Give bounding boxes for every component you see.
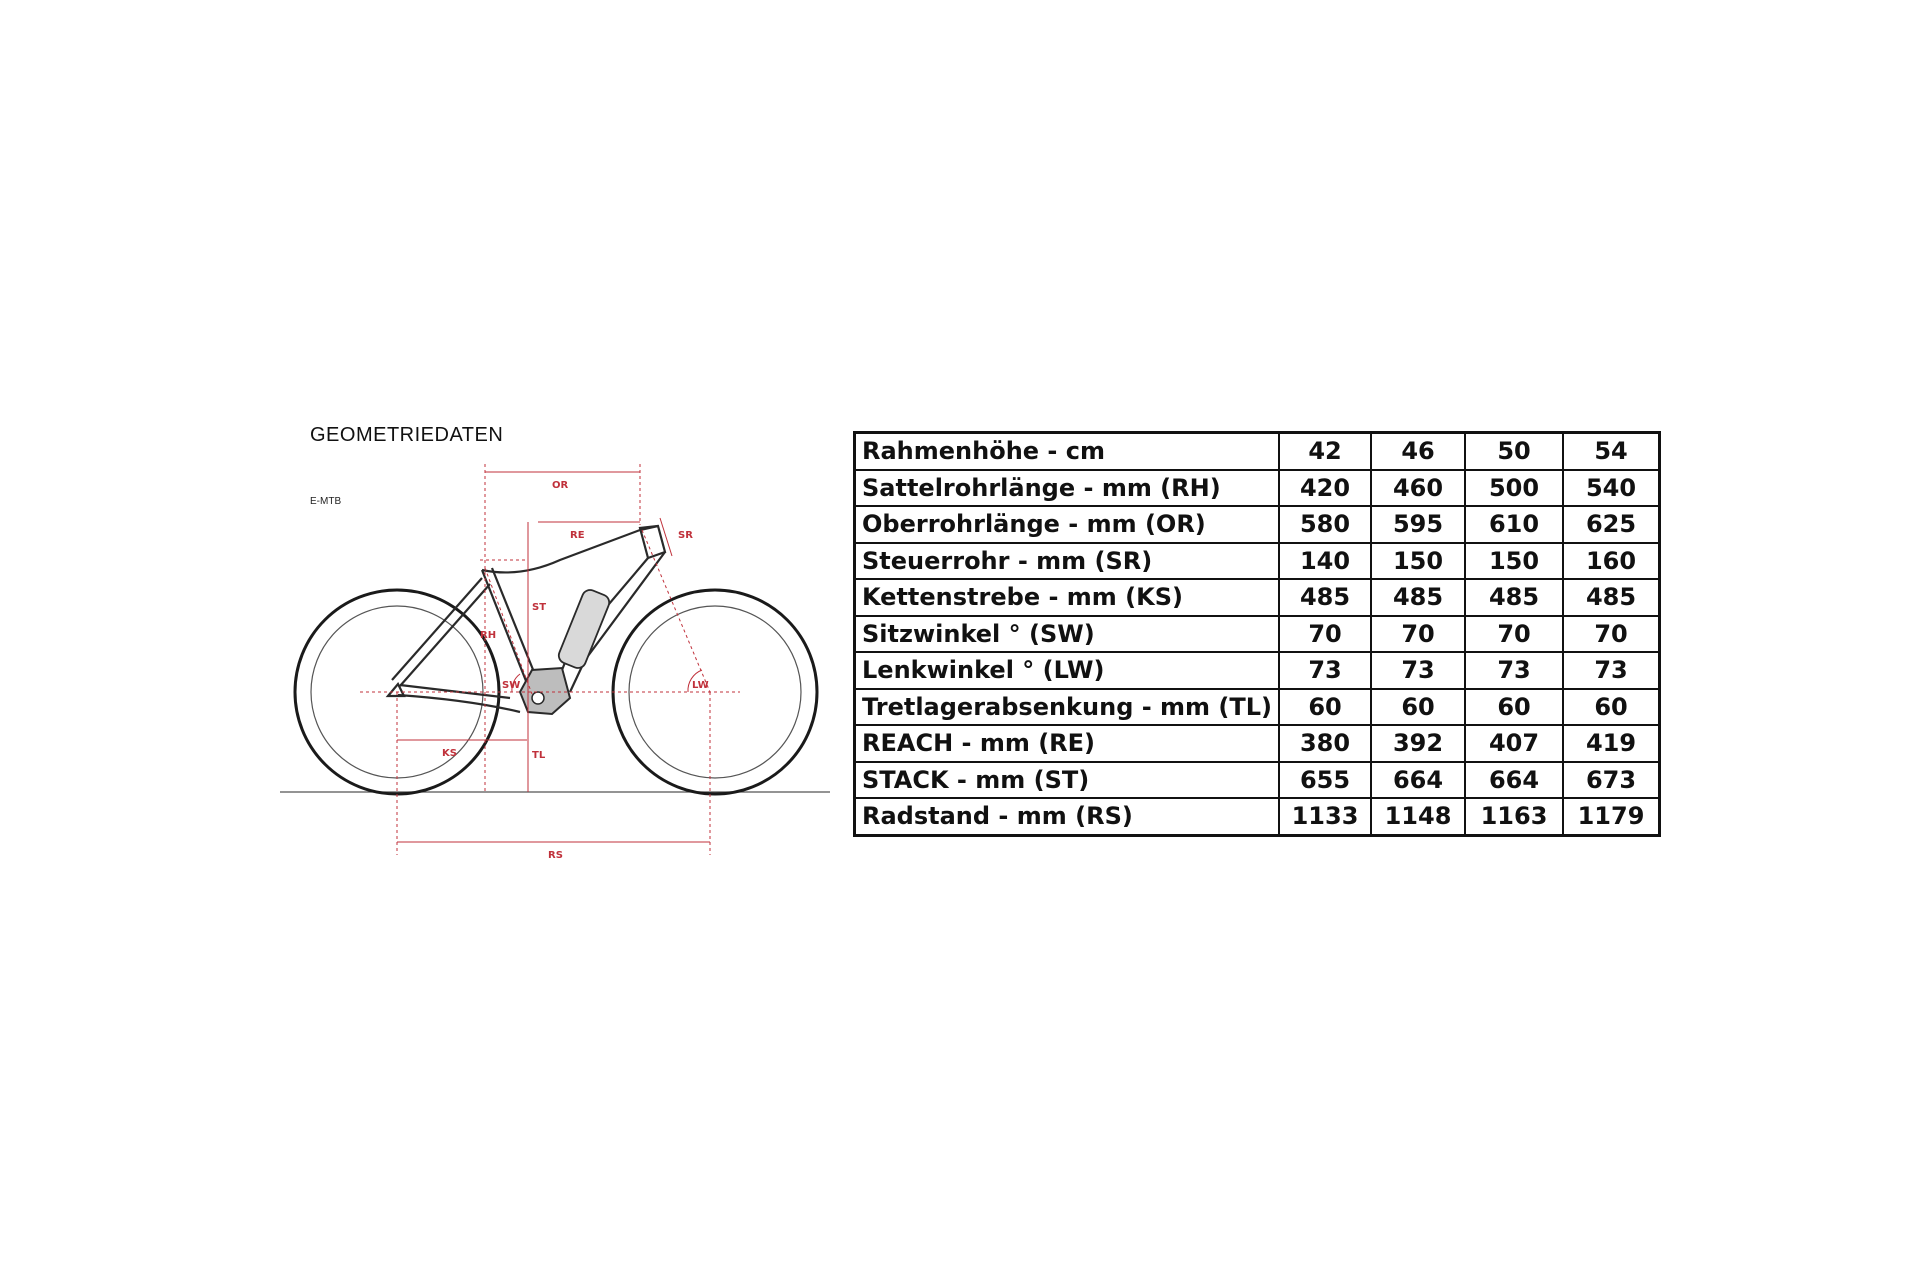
- cell-value: 140: [1279, 543, 1371, 580]
- cell-value: 664: [1371, 762, 1465, 799]
- size-header: 46: [1371, 433, 1465, 470]
- cell-value: 540: [1563, 470, 1660, 507]
- bike-frame: [388, 526, 665, 714]
- cell-value: 70: [1371, 616, 1465, 653]
- table-row: [855, 543, 1660, 580]
- table-row: [855, 506, 1660, 543]
- table-row: [855, 725, 1660, 762]
- cell-value: 664: [1465, 762, 1563, 799]
- cell-value: 655: [1279, 762, 1371, 799]
- dim-label-st: ST: [532, 602, 547, 613]
- cell-value: 73: [1563, 652, 1660, 689]
- dim-label-rs: RS: [548, 850, 563, 861]
- cell-value: 625: [1563, 506, 1660, 543]
- size-header: 54: [1563, 433, 1660, 470]
- cell-value: 1163: [1465, 798, 1563, 835]
- cell-value: 73: [1279, 652, 1371, 689]
- geometry-table: [853, 431, 1661, 837]
- dim-label-re: RE: [570, 530, 585, 541]
- table-row: [855, 798, 1660, 835]
- cell-value: 610: [1465, 506, 1563, 543]
- row-label: Sitzwinkel ° (SW): [855, 616, 1280, 653]
- cell-value: 407: [1465, 725, 1563, 762]
- cell-value: 485: [1465, 579, 1563, 616]
- cell-value: 500: [1465, 470, 1563, 507]
- row-label: Tretlagerabsenkung - mm (TL): [855, 689, 1280, 726]
- row-label: Lenkwinkel ° (LW): [855, 652, 1280, 689]
- page-title: GEOMETRIEDATEN: [310, 424, 504, 446]
- cell-value: 70: [1279, 616, 1371, 653]
- cell-value: 420: [1279, 470, 1371, 507]
- dim-label-or: OR: [552, 480, 569, 491]
- size-header: 50: [1465, 433, 1563, 470]
- dimension-lines: [360, 464, 740, 855]
- cell-value: 60: [1465, 689, 1563, 726]
- table-row: [855, 470, 1660, 507]
- row-label: Radstand - mm (RS): [855, 798, 1280, 835]
- cell-value: 673: [1563, 762, 1660, 799]
- cell-value: 1179: [1563, 798, 1660, 835]
- row-label: REACH - mm (RE): [855, 725, 1280, 762]
- dim-label-rh: RH: [480, 630, 497, 641]
- cell-value: 460: [1371, 470, 1465, 507]
- cell-value: 60: [1371, 689, 1465, 726]
- cell-value: 419: [1563, 725, 1660, 762]
- cell-value: 1148: [1371, 798, 1465, 835]
- cell-value: 380: [1279, 725, 1371, 762]
- table-row: [855, 579, 1660, 616]
- row-label: Oberrohrlänge - mm (OR): [855, 506, 1280, 543]
- size-header: 42: [1279, 433, 1371, 470]
- cell-value: 70: [1465, 616, 1563, 653]
- cell-value: 150: [1371, 543, 1465, 580]
- row-label: Kettenstrebe - mm (KS): [855, 579, 1280, 616]
- row-label: Steuerrohr - mm (SR): [855, 543, 1280, 580]
- cell-value: 160: [1563, 543, 1660, 580]
- cell-value: 580: [1279, 506, 1371, 543]
- cell-value: 595: [1371, 506, 1465, 543]
- cell-value: 1133: [1279, 798, 1371, 835]
- cell-value: 73: [1465, 652, 1563, 689]
- cell-value: 150: [1465, 543, 1563, 580]
- dim-label-tl: TL: [532, 750, 546, 761]
- dim-label-sw: SW: [502, 680, 521, 691]
- row-label: Sattelrohrlänge - mm (RH): [855, 470, 1280, 507]
- cell-value: 70: [1563, 616, 1660, 653]
- dim-label-lw: LW: [692, 680, 709, 691]
- cell-value: 485: [1279, 579, 1371, 616]
- bike-geometry-diagram: [270, 460, 840, 870]
- table-header-label: Rahmenhöhe - cm: [855, 433, 1280, 470]
- cell-value: 485: [1371, 579, 1465, 616]
- cell-value: 73: [1371, 652, 1465, 689]
- cell-value: 60: [1279, 689, 1371, 726]
- table-row: [855, 689, 1660, 726]
- bike-category-label: E-MTB: [310, 496, 342, 507]
- cell-value: 60: [1563, 689, 1660, 726]
- table-header-row: [855, 433, 1660, 470]
- cell-value: 392: [1371, 725, 1465, 762]
- cell-value: 485: [1563, 579, 1660, 616]
- table-row: [855, 762, 1660, 799]
- dim-label-sr: SR: [678, 530, 693, 541]
- row-label: STACK - mm (ST): [855, 762, 1280, 799]
- table-row: [855, 652, 1660, 689]
- dim-label-ks: KS: [442, 748, 457, 759]
- table-row: [855, 616, 1660, 653]
